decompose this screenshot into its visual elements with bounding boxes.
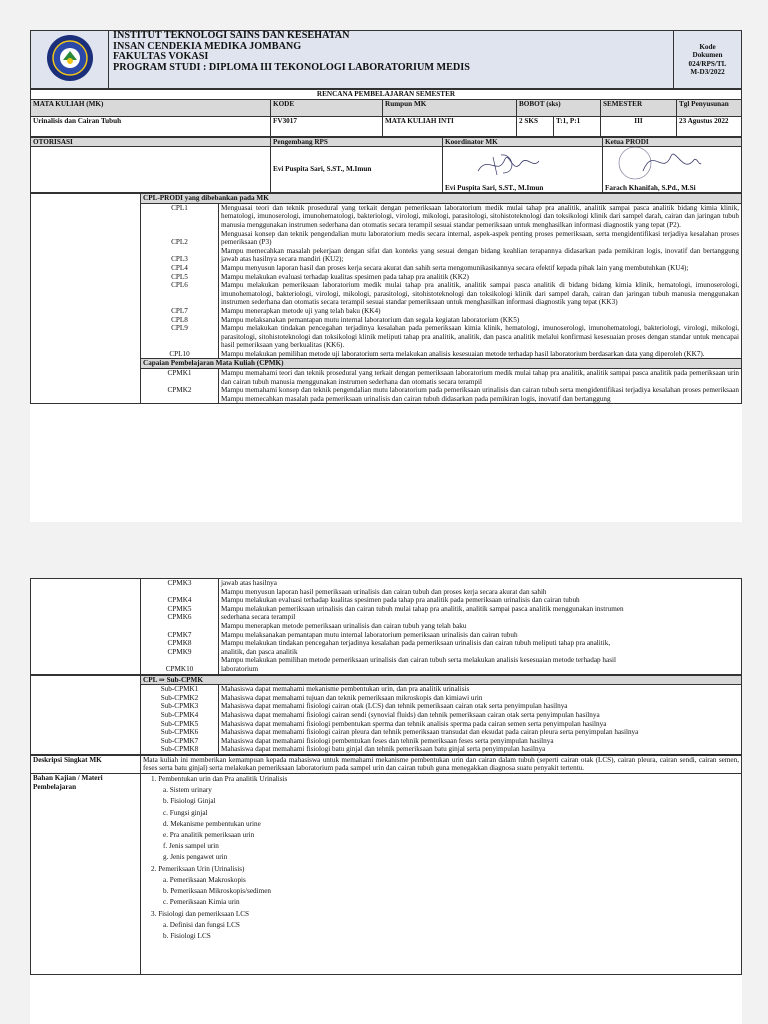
description-text: Mata kuliah ini memberikan kemampuan kepada mahasiswa untuk memahami mekanisme pembentukan urin dan cairan dalam tubuh (seperti cairan otak (LCS), cairan pleura, cairan sendi, cairan semen, feses serta batu ginjal) serta melakukan pemeriksaan laboratorium pada sampel urin dan cairan tubuh guna menegakkan diagnosa suatu penyakit tertentu. (141, 755, 742, 773)
material-subtopic: b. Fisiologi LCS (163, 931, 211, 940)
head-signature-cell (603, 147, 742, 193)
cpl-text: Mampu melakukan pemeriksaan laboratorium medik mulai tahap pra analitik, analitik sampai pasca analitik di bidang bidang kimia klinik, hematologi, imunoserologi, imunohematologi, bakteriologi, virologi, mikologi, parasitologi, sitohistoteknologi dan toksikologi klinik dari sampel darah, cairan dan jaringan tubuh manusia menggunakan instrumen sederhana dan otomatis secara terampil sesuai standar pemeriksaan untuk menghasilkan informasi diagnostik yang tepat (KK3) (219, 281, 742, 307)
cpl-code: CPL7 (141, 307, 219, 316)
cpmk-text: Mampu memahami konsep dan teknik pengendalian mutu laboratorium pada pemeriksaan urinalisis dan cairan tubuh serta mengidentifikasi terjadiya kesalahan proses pemeriksaan (219, 386, 742, 395)
material-topic: 2. Pemeriksaan Urin (Urinalisis) (151, 864, 245, 873)
course-tp: T:1, P:1 (554, 116, 601, 136)
program-line: PROGRAM STUDI : DIPLOMA III TEKONOLOGI LABORATORIUM MEDIS (113, 61, 470, 73)
cpmk-text: laboratorium (219, 665, 742, 674)
cpmk-code: CPMK3 (141, 579, 219, 588)
cpmk-continued-table (30, 578, 742, 675)
subcpmk-section-title: CPL ⇒ Sub-CPMK (141, 675, 742, 685)
cpl-text: Mampu melakukan evaluasi terhadap kualitas spesimen pada tahap pra analitik (KK2) (219, 273, 742, 282)
cpmk-text: Mampu melaksanakan pemantapan mutu internal laboratorium pemeriksaan urinalisis dan cairan tubuh (219, 631, 742, 640)
description-table (30, 755, 742, 975)
cpmk-text: jawab atas hasilnya (219, 579, 742, 588)
cpmk-text: Mampu memecahkan masalah pada pemeriksaan urinalisis dan cairan tubuh didasarkan pada pemikiran logis, inovatif dan bertanggung (219, 395, 742, 404)
coordinator-signature-cell (443, 147, 603, 193)
cpmk-code: CPMK4 (141, 596, 219, 605)
course-weight-header: BOBOT (sks) (517, 99, 601, 116)
head-signature-icon (613, 147, 703, 182)
subcpmk-text: Mahasiswa dapat memahami tujuan dan teknik pemeriksaan mikroskopis dan kimiawi urin (219, 694, 742, 703)
subcpmk-code: Sub-CPMK4 (141, 711, 219, 720)
course-name-header: MATA KULIAH (MK) (31, 99, 271, 116)
cpl-text: Menguasai konsep dan teknik pengendalian mutu laboratorium medis secara internal, aspek-aspek penting proses pemeriksaan, serta mengidentifikasi terjadiya kesalahan proses pemeriksaan (P3) (219, 230, 742, 247)
course-code: FV3017 (271, 116, 383, 136)
material-subtopic: b. Fisiologi Ginjal (163, 797, 216, 806)
materials-list (141, 774, 742, 975)
subcpmk-code: Sub-CPMK2 (141, 694, 219, 703)
institution-line-2: INSAN CENDEKIA MEDIKA JOMBANG (113, 40, 302, 52)
developer-name: Evi Puspita Sari, S.ST., M.Imun (271, 147, 443, 193)
header-table (30, 30, 742, 89)
cpmk-code: CPMK8 (141, 639, 219, 648)
subcpmk-code: Sub-CPMK8 (141, 745, 219, 754)
subcpmk-code: Sub-CPMK7 (141, 737, 219, 746)
subcpmk-code: Sub-CPMK6 (141, 728, 219, 737)
subcpmk-text: Mahasiswa dapat memahami fisiologi pembentukan sperma dan tehnik analisis sperma pada cairan semen serta penyimpulan hasilnya (219, 720, 742, 729)
doc-code-line: M-D3/2022 (690, 67, 725, 76)
subcpmk-left-empty (31, 675, 141, 754)
cpl-table (30, 193, 742, 404)
authorization-table (30, 137, 742, 194)
material-subtopic: c. Fungsi ginjal (163, 808, 208, 817)
cpmk-code: CPMK2 (141, 386, 219, 395)
material-subtopic: f. Jenis sampel urin (163, 842, 219, 851)
doc-code-line: Dokumen (692, 51, 723, 60)
cpl-code: CPL2 (141, 230, 219, 247)
subcpmk-code: Sub-CPMK1 (141, 685, 219, 694)
cpmk-text: Mampu menyusun laporan hasil pemeriksaan urinalisis dan cairan tubuh dan proses kerja secara akurat dan sahih (219, 588, 742, 597)
cpmk-code: CPMK1 (141, 369, 219, 387)
cpl-text: Mampu menerapkan metode uji yang telah baku (KK4) (219, 307, 742, 316)
developer-label: Pengembang RPS (271, 137, 443, 147)
doc-code-line: Kode (699, 43, 716, 52)
cpl-code: CPL3 (141, 247, 219, 264)
cpmk-text: Mampu melakukan pemeriksaan urinalisis dan cairan tubuh mulai tahap pra analitik, analitik sampai pasca analitik menggunakan instrumen (219, 605, 742, 614)
cpl-code: CPL10 (141, 350, 219, 359)
coordinator-label: Koordinator MK (443, 137, 603, 147)
cpmk-section-title: Capaian Pembelajaran Mata Kuliah (CPMK) (141, 359, 742, 369)
institution-name (109, 31, 674, 89)
authorization-empty (31, 147, 271, 193)
faculty-line: FAKULTAS VOKASI (113, 51, 209, 63)
material-topic: 3. Fisiologi dan pemeriksaan LCS (151, 909, 250, 918)
material-topic: 1. Pembentukan urin dan Pra analitik Urinalisis (151, 775, 288, 784)
cpl-text: Mampu melaksanakan pemantapan mutu internal laboratorium dan segala kegiatan laboratorium (KK5) (219, 316, 742, 325)
course-date-header: Tgl Penyusunan (677, 99, 742, 116)
cpmk-left-empty (31, 579, 141, 675)
document-page-2 (30, 578, 742, 1024)
cpmk-code: CPMK9 (141, 648, 219, 657)
cpl-text: Mampu melakukan tindakan pencegahan terjadinya kesalahan pada pemeriksaan kimia klinik, hematologi, imunoserologi, imunohematologi, bakteriologi, virologi, mikologi, parasitologi, sitohistoteknologi dan toksikologi klinik meliputi tahap pra analitik, analitik, dan pasca analitik melalui konfirmasi kesesuaian proses dengan standar untuk mencapai hasil pemeriksaan yang berkualitas (KK6). (219, 324, 742, 350)
material-subtopic: d. Mekanisme pembentukan urine (163, 819, 261, 828)
head-label: Ketua PRODI (603, 137, 742, 147)
cpmk-code: CPMK6 (141, 613, 219, 622)
cpmk-text: Mampu memahami teori dan teknik prosedural yang terkait dengan pemeriksaan laboratorium medik mulai tahap pra analitik, analitik sampai pasca analitik pada pemeriksaan urin dan cairan tubuh manusia menggunakan instrumen sederhana dan otomatis secara terampil (219, 369, 742, 387)
cpmk-code: CPMK5 (141, 605, 219, 614)
cpl-code: CPL4 (141, 264, 219, 273)
cpmk-code: CPMK7 (141, 631, 219, 640)
subcpmk-code: Sub-CPMK5 (141, 720, 219, 729)
material-subtopic: b. Pemeriksaan Mikroskopis/sedimen (163, 887, 271, 896)
authorization-label: OTORISASI (31, 137, 271, 147)
subcpmk-text: Mahasiswa dapat memahami fisiologi batu ginjal dan tehnik pemeriksaan batu ginjal serta penyimpulan hasilnya (219, 745, 742, 754)
subcpmk-text: Mahasiswa dapat memahami fisiologi cairan otak (LCS) dan tehnik pemeriksaan cairan otak serta penyimpulan hasilnya (219, 702, 742, 711)
cpl-left-empty (31, 194, 141, 404)
cpmk-text: Mampu melakukan evaluasi terhadap kualitas spesimen pada tahap pra analitik pada pemeriksaan urinalisis dan cairan tubuh (219, 596, 742, 605)
cpmk-text: Mampu melakukan tindakan pencegahan terjadinya kesalahan pada pemeriksaan urinalisis dan cairan tubuh meliputi tahap pra analitik, (219, 639, 742, 648)
cpmk-text: analitik, dan pasca analitik (219, 648, 742, 657)
course-table (30, 89, 742, 137)
course-code-header: KODE (271, 99, 383, 116)
cpmk-code (141, 588, 219, 597)
course-semester-header: SEMESTER (601, 99, 677, 116)
course-date: 23 Agustus 2022 (677, 116, 742, 136)
course-sks: 2 SKS (517, 116, 554, 136)
course-cluster: MATA KULIAH INTI (383, 116, 517, 136)
material-subtopic: e. Pra analitik pemeriksaan urin (163, 831, 255, 840)
course-name: Urinalisis dan Cairan Tubuh (31, 116, 271, 136)
coordinator-name: Evi Puspita Sari, S.ST., M.Imun (445, 183, 544, 192)
cpl-section-title: CPL-PRODI yang dibebankan pada MK (141, 194, 742, 204)
material-subtopic: a. Sistem urinary (163, 786, 212, 795)
institution-line-1: INSTITUT TEKNOLOGI SAINS DAN KESEHATAN (113, 30, 350, 41)
institution-logo-cell (31, 31, 109, 89)
head-name: Farach Khanifah, S.Pd., M.Si (605, 183, 696, 192)
cpl-code: CPL8 (141, 316, 219, 325)
subcpmk-text: Mahasiswa dapat memahami fisiologi cairan sendi (synovial fluids) dan tehnik pemeriksaan cairan otak serta penyimpulan hasilnya (219, 711, 742, 720)
cpmk-code (141, 395, 219, 404)
cpmk-text: Mampu melakukan pemilihan metode pemeriksaan urinalisis dan cairan tubuh serta melakukan analisis kesesuaian metode terhadap hasil (219, 656, 742, 665)
cpmk-text: sederhana secara terampil (219, 613, 742, 622)
coordinator-signature-icon (473, 149, 543, 179)
doc-code-line: 024/RPS/TL (688, 59, 727, 68)
document-code (674, 31, 742, 89)
materials-label: Bahan Kajian / Materi Pembelajaran (31, 774, 141, 975)
cpl-code: CPL6 (141, 281, 219, 307)
document-page-1 (30, 30, 742, 522)
table-row (31, 579, 742, 588)
document-title: RENCANA PEMBELAJARAN SEMESTER (31, 90, 742, 100)
subcpmk-text: Mahasiswa dapat memahami mekanisme pembentukan urin, dan pra analitik urinalisis (219, 685, 742, 694)
material-subtopic: g. Jenis pengawet urin (163, 853, 228, 862)
cpl-code: CPL1 (141, 203, 219, 229)
cpl-text: Mampu memecahkan masalah pekerjaan dengan sifat dan konteks yang sesuai dengan bidang keahlian terapannya didasarkan pada pemikiran logis, inovatif dan bertanggung jawab atas hasilnya secara mandiri (KU2); (219, 247, 742, 264)
description-label: Deskripsi Singkat MK (31, 755, 141, 773)
course-semester: III (601, 116, 677, 136)
institution-logo-icon (45, 33, 95, 83)
cpl-code: CPL9 (141, 324, 219, 350)
subcpmk-table (30, 675, 742, 755)
material-subtopic: c. Pemeriksaan Kimia urin (163, 898, 240, 907)
cpl-text: Mampu melakukan pemilihan metode uji laboratorium serta melakukan analisis kesesuaian metode terhadap hasil laboratorium berdasarkan data yang diperoleh (KK7). (219, 350, 742, 359)
cpl-text: Menguasai teori dan teknik prosedural yang terkait dengan pemeriksaan laboratorium medik mulai tahap pra analitik, analitik sampai pasca analitik bidang kimia klinik, hematologi, imunoserologi, imunohematologi, bakteriologi, virologi, mikologi, parasitologi, sitohistoteknologi dan toksikologi klinik dari sampel darah, cairan dan jaringan tubuh manusia menggunakan instrumen sederhana dan otomatis secara terampil sesuai standar pemeriksaan untuk menghasilkan informasi diagnostik yang tepat (P2). (219, 203, 742, 229)
subcpmk-code: Sub-CPMK3 (141, 702, 219, 711)
subcpmk-text: Mahasiswa dapat memahami fisiologi cairan pleura dan tehnik pemeriksaan transudat dan eksudat pada cairan pleura serta penyimpulan hasilnya (219, 728, 742, 737)
cpmk-code (141, 622, 219, 631)
cpl-code: CPL5 (141, 273, 219, 282)
cpmk-text: Mampu menerapkan metode pemeriksaan urinalisis dan cairan tubuh yang telah baku (219, 622, 742, 631)
cpmk-code: CPMK10 (141, 665, 219, 674)
cpl-text: Mampu menyusun laporan hasil dan proses kerja secara akurat dan sahih serta mengomunikasikannya secara efektif kepada pihak lain yang membutuhkan (KU4); (219, 264, 742, 273)
material-subtopic: a. Definisi dan fungsi LCS (163, 920, 240, 929)
course-cluster-header: Rumpun MK (383, 99, 517, 116)
material-subtopic: a. Pemeriksaan Makroskopis (163, 875, 246, 884)
cpmk-code (141, 656, 219, 665)
subcpmk-text: Mahasiswa dapat memahami fisiologi pembentukan feses dan tehnik pemeriksaan feses serta penyimpulan hasilnya (219, 737, 742, 746)
